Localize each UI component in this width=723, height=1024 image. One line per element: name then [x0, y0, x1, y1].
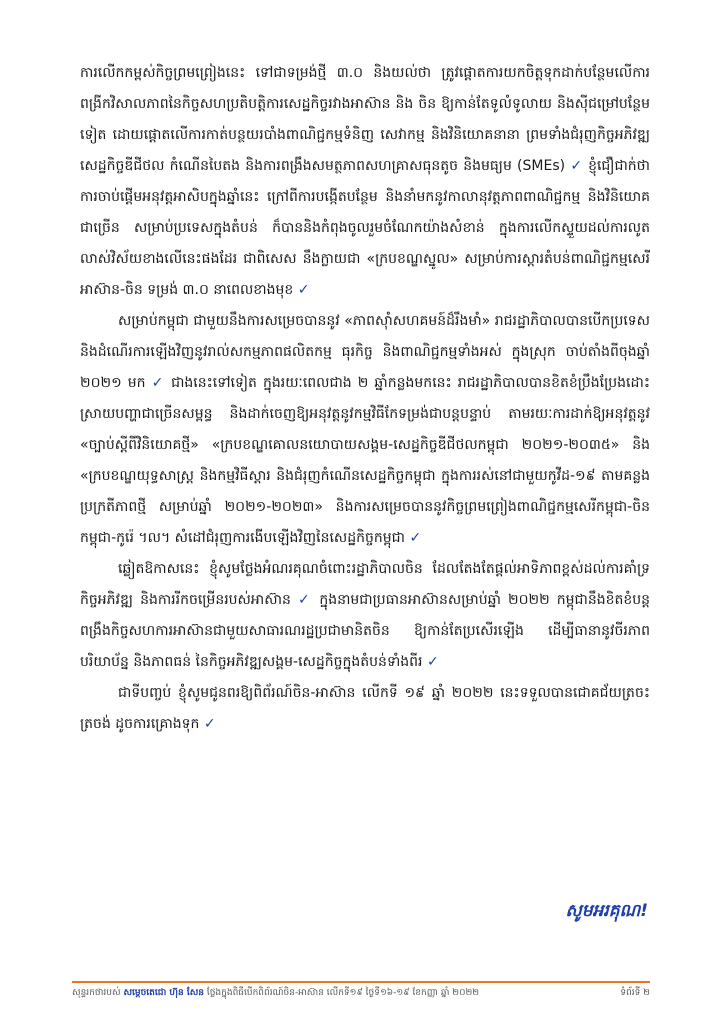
check-mark-icon: ✓	[297, 592, 313, 608]
page-number: ទំព័រទី ២	[620, 988, 650, 998]
check-mark-icon: ✓	[570, 158, 583, 174]
check-mark-icon: ✓	[426, 654, 439, 670]
paragraph-4	[80, 678, 650, 740]
check-mark-icon: ✓	[203, 716, 216, 732]
paragraph-text: ក្នុងនាមជាប្រធានអាស៊ានសម្រាប់ឆ្នាំ ២០២២ កម្ពុជានឹងខិតខំបន្តពង្រឹងកិច្ចសហការអាស៊ានជាមួយសាធារណរដ្ឋប្រជាមានិតចិន ឱ្យកាន់តែប្រសើរឡើង ដើម្បីធានានូវចីរភាព បរិយាប័ន្ន និងភាពធន់ នៃកិច្ចអភិវឌ្ឍសង្គម-សេដ្ឋកិច្ចក្នុងតំបន់ទាំងពីរ	[80, 592, 651, 670]
paragraph-text: ការលើកកម្ពស់កិច្ចព្រមព្រៀងនេះ ទៅជាទម្រង់ថ្មី ៣.០ និងយល់ថា ត្រូវផ្តោតការយកចិត្តទុកដាក់បន្ថែមលើការពង្រីកវិសាលភាពនៃកិច្ចសហប្រតិបត្តិការសេដ្ឋកិច្ចរវាងអាស៊ាន និង ចិន ឱ្យកាន់តែទូលំទូលាយ និងស៊ីជម្រៅបន្ថែមទៀត ដោយផ្តោតលើការកាត់បន្ថយរបាំងពាណិជ្ជកម្មទំនិញ សេវាកម្ម និងវិនិយោគនានា ព្រមទាំងជំរុញកិច្ចអភិវឌ្ឍសេដ្ឋកិច្ចឌីជីថល កំណើនបៃតង និងការពង្រឹងសមត្ថភាពសហគ្រាសធុនតូច និងមធ្យម (SMEs)	[80, 65, 650, 174]
paragraph-1	[80, 58, 650, 306]
check-mark-icon: ✓	[409, 530, 422, 546]
closing-thanks: សូមអរគុណ!	[565, 901, 648, 921]
paragraph-3	[80, 554, 650, 678]
check-mark-icon: ✓	[151, 375, 165, 391]
paragraph-text: ខ្ញុំជឿជាក់ថា ការចាប់ផ្តើមអនុវត្តអាសិបក្នុងឆ្នាំនេះ ក្រៅពីការបង្កើតបន្ថែម និងនាំមកនូវកាលានុវត្តភាពពាណិជ្ជកម្ម និងវិនិយោគជាច្រើន សម្រាប់ប្រទេសក្នុងតំបន់ ក៏បាននិងកំពុងចូលរួមចំណែកយ៉ាងសំខាន់ ក្នុងការលើកស្ទួយដល់ការលូតលាស់វិស័យខាងលើនេះផងដែរ ជាពិសេស នឹងក្លាយជា «ក្របខណ្ឌស្នូល» សម្រាប់ការស្តារតំបន់ពាណិជ្ជកម្មសេរីអាស៊ាន-ចិន ទម្រង់ ៣.០ នាពេលខាងមុខ	[80, 158, 651, 298]
speech-body	[80, 58, 650, 740]
footer-speaker-name: សម្តេចតេជោ ហ៊ុន សែន	[123, 988, 204, 998]
paragraph-text: ជាងនេះទៅទៀត ក្នុងរយៈពេលជាង ២ ឆ្នាំកន្លងមកនេះ រាជរដ្ឋាភិបាលបានខិតខំប្រឹងប្រែងដោះស្រាយបញ្ហាជាច្រើនសម្ពន្ធ និងដាក់ចេញឱ្យអនុវត្តនូវកម្មវិធីកែទម្រង់ជាបន្តបន្ទាប់ តាមរយៈការដាក់ឱ្យអនុវត្តនូវ «ច្បាប់ស្តីពីវិនិយោគថ្មី» «ក្របខណ្ឌគោលនយោបាយសង្គម-សេដ្ឋកិច្ចឌីជីថលកម្ពុជា ២០២១-២០៣៥» និង «ក្របខណ្ឌយុទ្ធសាស្ត្រ និងកម្មវិធីស្តារ និងជំរុញកំណើនសេដ្ឋកិច្ចកម្ពុជា ក្នុងការរស់នៅជាមួយកូវីដ-១៩ តាមគន្លងប្រក្រតីភាពថ្មី សម្រាប់ឆ្នាំ ២០២១-២០២៣» និងការសម្រេចបាននូវកិច្ចព្រមព្រៀងពាណិជ្ជកម្មសេរីកម្ពុជា-ចិន កម្ពុជា-កូរ៉េ ។ល។ សំដៅជំរុញការងើបឡើងវិញនៃសេដ្ឋកិច្ចកម្ពុជា	[80, 375, 650, 546]
footer-divider	[72, 981, 650, 983]
footer-event: ថ្លែងក្នុងពិធីបើកពិព័រណ៍ចិន-អាស៊ាន លើកទី១៩ ថ្ងៃទី១៦-១៩ ខែកញ្ញា ឆ្នាំ ២០២២	[206, 988, 480, 998]
paragraph-text: ជាទីបញ្ចប់ ខ្ញុំសូមជូនពរឱ្យពិព័រណ៍ចិន-អាស៊ាន លើកទី ១៩ ឆ្នាំ ២០២២ នេះទទួលបានជោគជ័យត្រចះត្រចង់ ដូចការគ្រោងទុក	[80, 685, 650, 732]
footer-prefix: សុន្ទរកថារបស់	[72, 988, 121, 998]
paragraph-text: សម្រាប់កម្ពុជា ជាមួយនឹងការសម្រេចបាននូវ «ភាពស៊ាំសហគមន៍ដ៏រឹងមាំ» រាជរដ្ឋាភិបាលបានបើកប្រទេស និងដំណើរការឡើងវិញនូវរាល់សកម្មភាពផលិតកម្ម ធុរកិច្ច និងពាណិជ្ជកម្មទាំងអស់ ក្នុងស្រុក ចាប់តាំងពីចុងឆ្នាំ ២០២១ មក	[80, 313, 650, 391]
paragraph-text: ឆ្លៀតឱកាសនេះ ខ្ញុំសូមថ្លែងអំណរគុណចំពោះរដ្ឋាភិបាលចិន ដែលតែងតែផ្តល់អាទិភាពខ្ពស់ដល់ការគាំទ្រកិច្ចអភិវឌ្ឍ និងការរីកចម្រើនរបស់អាស៊ាន	[80, 561, 650, 608]
check-mark-icon: ✓	[297, 282, 310, 298]
page-footer	[72, 986, 650, 1000]
paragraph-2	[80, 306, 650, 554]
